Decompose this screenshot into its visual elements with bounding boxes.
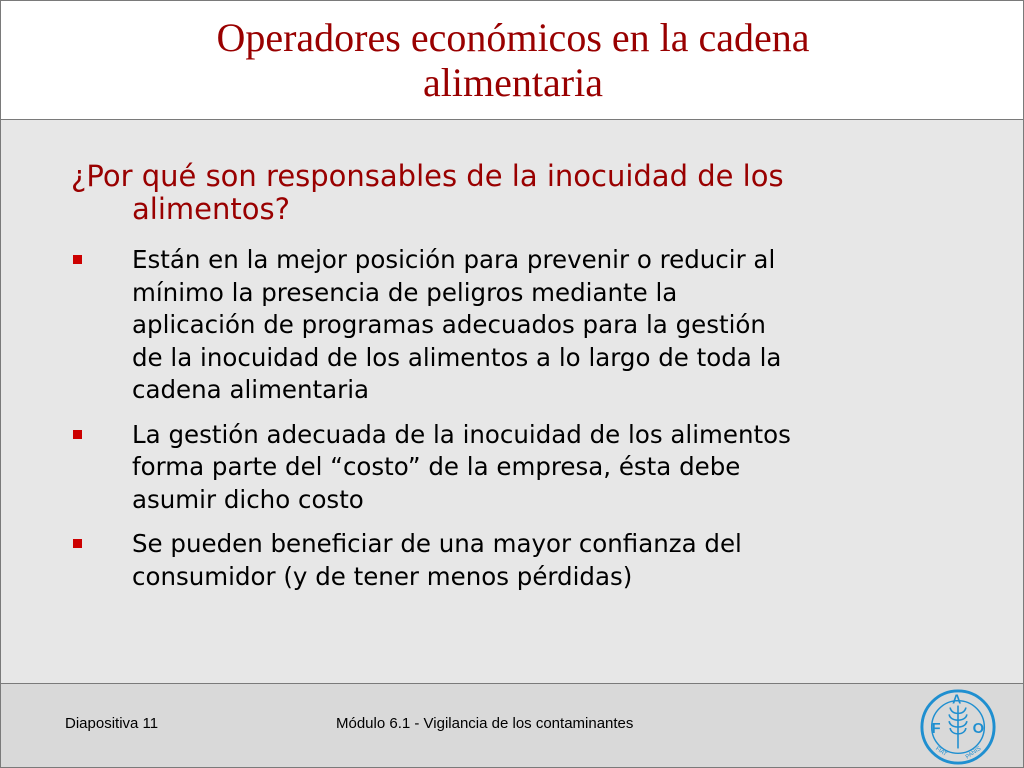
slide-title-line-1: Operadores económicos en la cadena — [216, 15, 810, 60]
slide-title — [61, 15, 965, 105]
bullet-line: cadena alimentaria — [132, 375, 370, 404]
bullet-item — [1, 528, 1024, 593]
slide-footer — [0, 683, 1024, 768]
bullet-line: consumidor (y de tener menos pérdidas) — [132, 561, 633, 591]
bullet-line: de la inocuidad de los alimentos a lo largo de toda la — [132, 342, 782, 372]
bullet-list — [1, 244, 1024, 605]
question-heading-line-2: alimentos? — [132, 192, 290, 226]
bullet-line: Se pueden beneficiar de una mayor confianza del — [132, 529, 742, 558]
fao-logo-icon — [919, 688, 997, 766]
slide-number: Diapositiva 11 — [65, 715, 159, 732]
logo-letter-a: A — [952, 692, 962, 707]
bullet-line: Están en la mejor posición para prevenir o reducir al — [132, 245, 776, 274]
logo-letter-f: F — [931, 720, 941, 737]
bullet-text — [132, 528, 972, 593]
question-heading-line-1: ¿Por qué son responsables de la inocuidad de los — [71, 159, 784, 193]
bullet-text — [132, 419, 972, 517]
bullet-item — [1, 244, 1024, 407]
square-bullet-icon — [73, 255, 82, 264]
module-caption: Módulo 6.1 - Vigilancia de los contaminantes — [336, 715, 634, 732]
slide-title-line-2: alimentaria — [423, 60, 603, 105]
question-heading — [71, 160, 971, 226]
bullet-line: mínimo la presencia de peligros mediante la — [132, 277, 678, 307]
bullet-line: La gestión adecuada de la inocuidad de los alimentos — [132, 419, 791, 449]
square-bullet-icon — [73, 539, 82, 548]
slide-header — [0, 0, 1024, 120]
logo-motto-right: PANIS — [964, 745, 983, 761]
logo-motto-left: FIAT — [934, 745, 948, 758]
bullet-item — [1, 419, 1024, 517]
bullet-line: asumir dicho costo — [132, 484, 364, 514]
bullet-line: aplicación de programas adecuados para la gestión — [132, 310, 766, 339]
square-bullet-icon — [73, 430, 82, 439]
bullet-line: forma parte del “costo” de la empresa, ésta debe — [132, 452, 741, 481]
bullet-text — [132, 244, 972, 407]
slide-content — [0, 120, 1024, 683]
logo-letter-o: O — [972, 720, 984, 737]
